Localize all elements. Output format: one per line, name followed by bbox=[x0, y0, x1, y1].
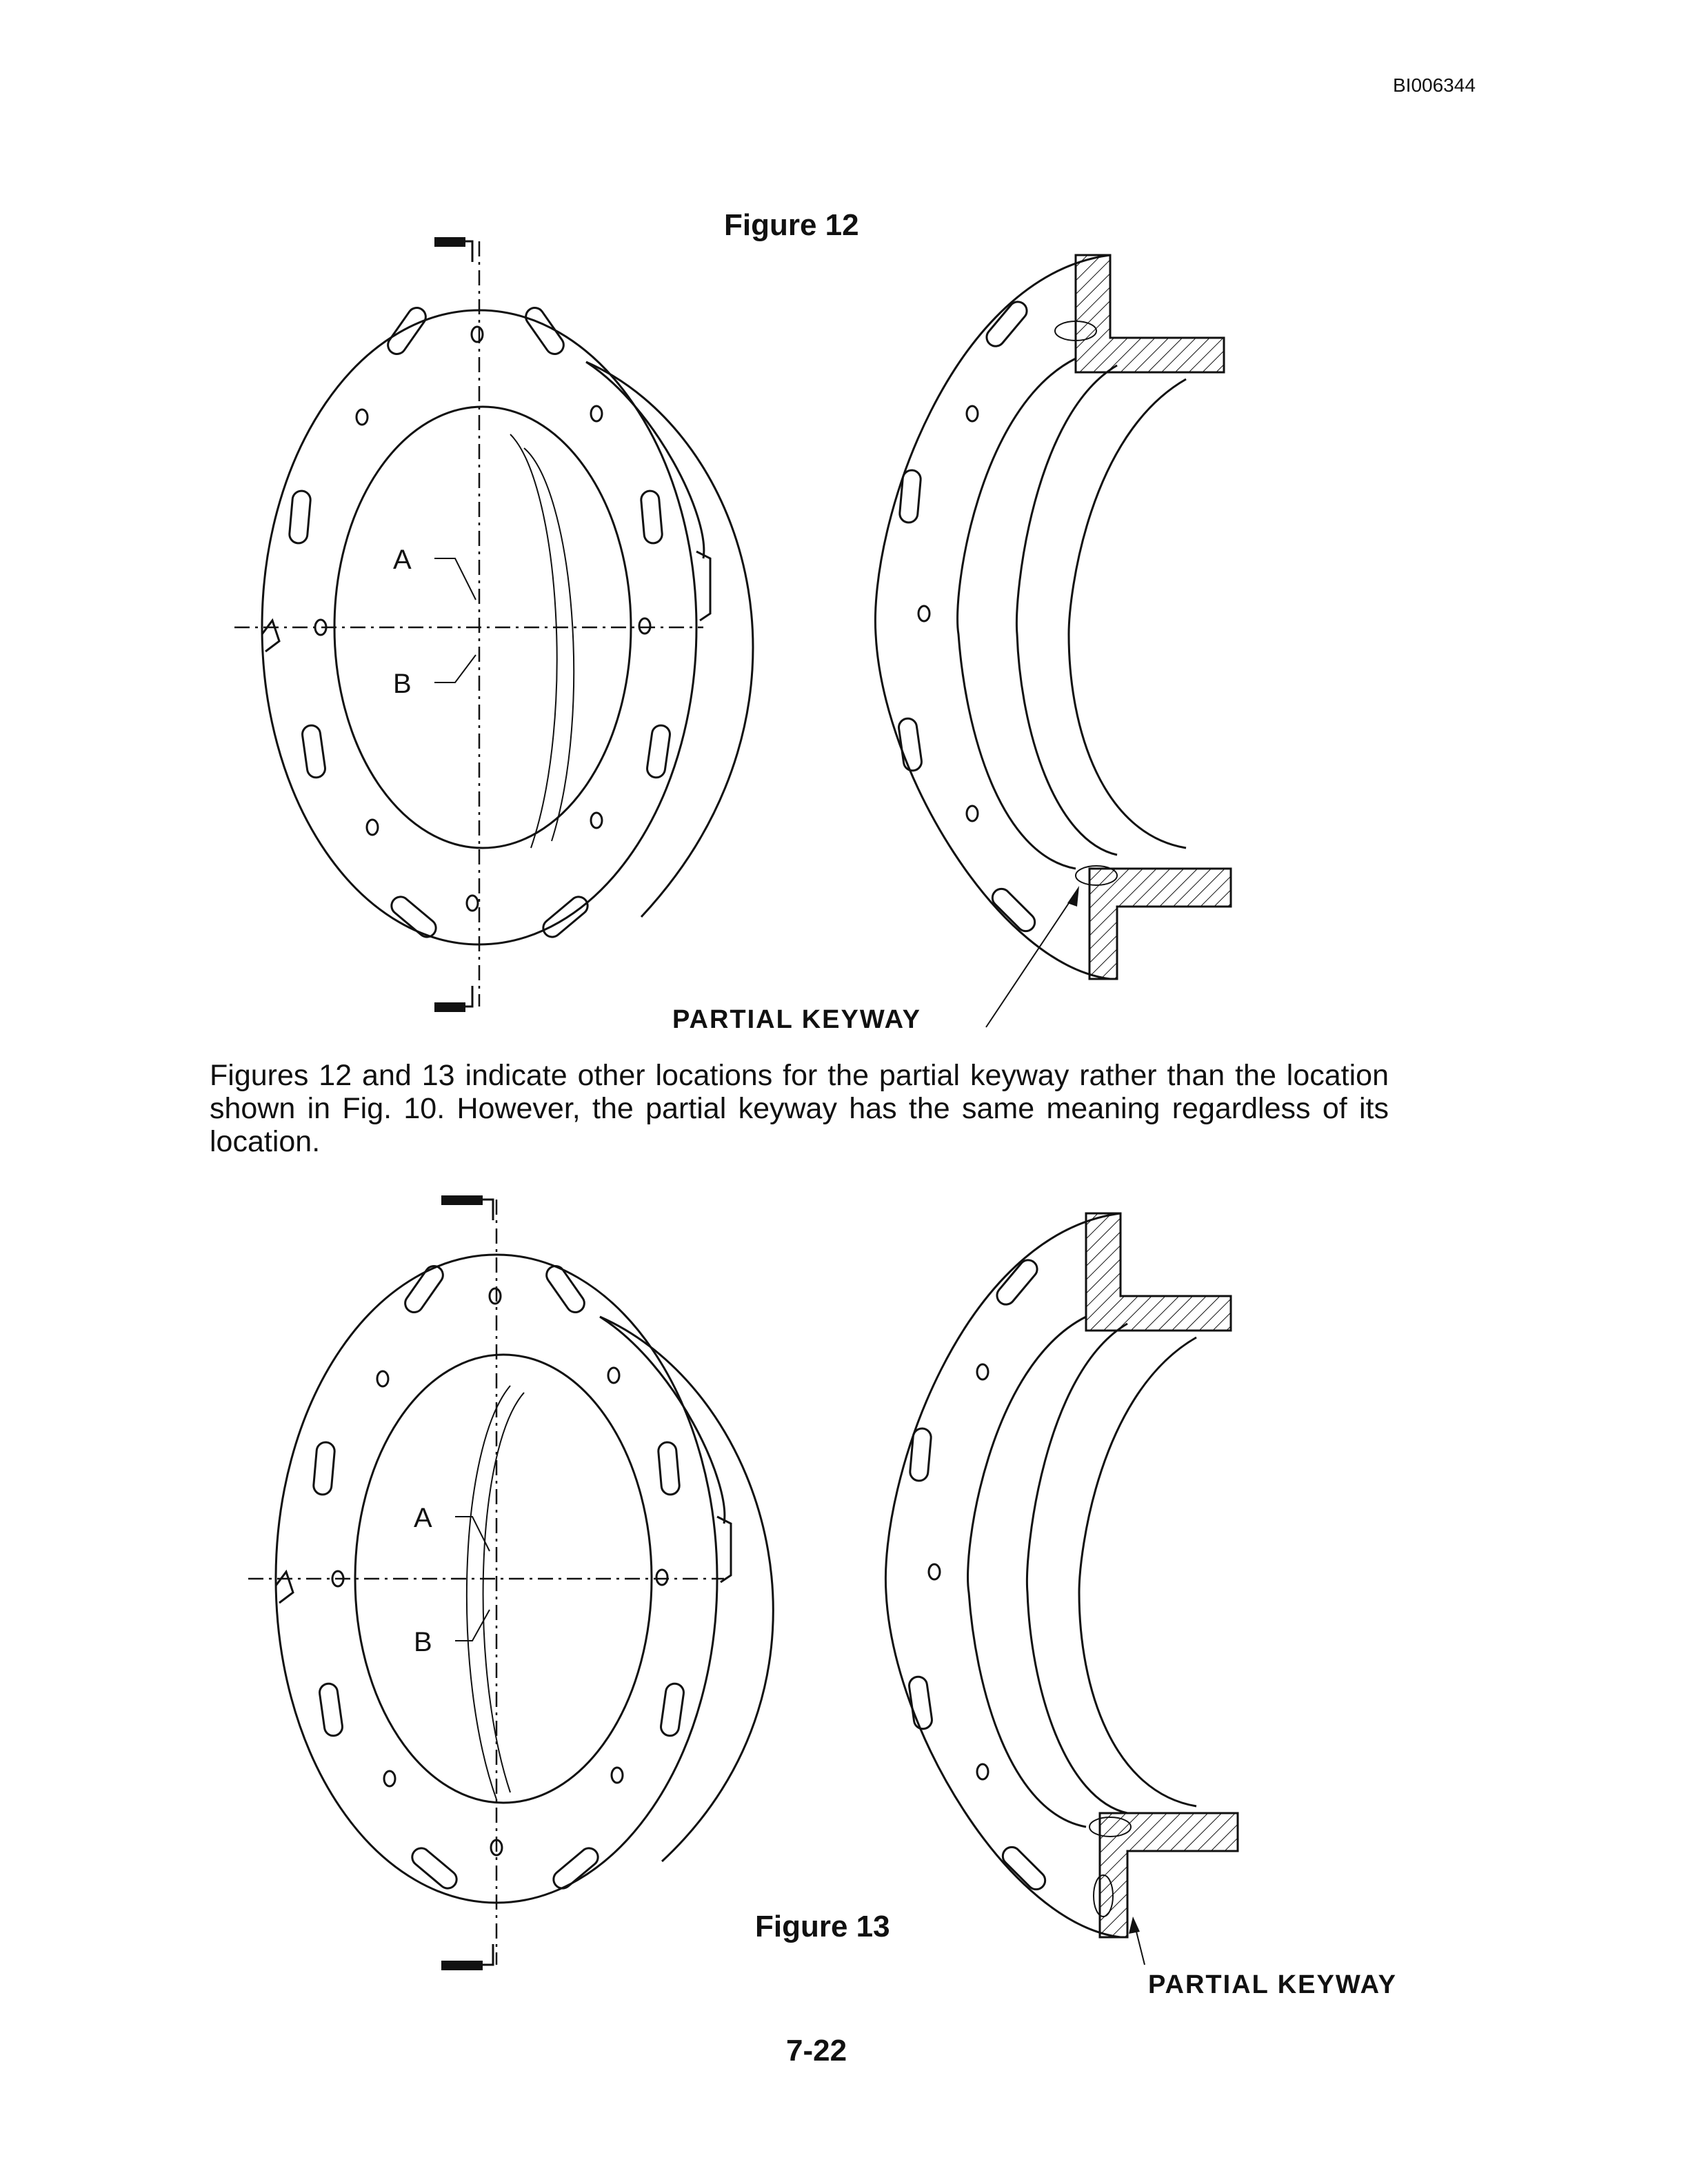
figure-13-flange-section-view bbox=[872, 1206, 1258, 1951]
figure-12-label-b: B bbox=[393, 669, 412, 699]
body-paragraph: Figures 12 and 13 indicate other locations for the partial keyway rather than the location shown in Fig. 10. However, the partial keyway has the same meaning regardless of its location. bbox=[210, 1059, 1389, 1158]
figure-12-label-a: A bbox=[393, 545, 412, 575]
figure-13-title: Figure 13 bbox=[755, 1910, 890, 1943]
figure-12-title: Figure 12 bbox=[724, 208, 859, 242]
document-id: BI006344 bbox=[1393, 74, 1476, 96]
figure-12-flange-section-view bbox=[862, 248, 1248, 993]
figure-13-label-a: A bbox=[414, 1503, 432, 1533]
figure-12-flange-front-view bbox=[228, 228, 821, 1027]
figure-13-label-b: B bbox=[414, 1627, 432, 1657]
figure-12-keyway-label: PARTIAL KEYWAY bbox=[672, 1005, 921, 1034]
page-number: 7-22 bbox=[786, 2034, 847, 2067]
figure-13-flange-front-view bbox=[248, 1186, 841, 1985]
figure-13-keyway-label: PARTIAL KEYWAY bbox=[1148, 1970, 1397, 1999]
